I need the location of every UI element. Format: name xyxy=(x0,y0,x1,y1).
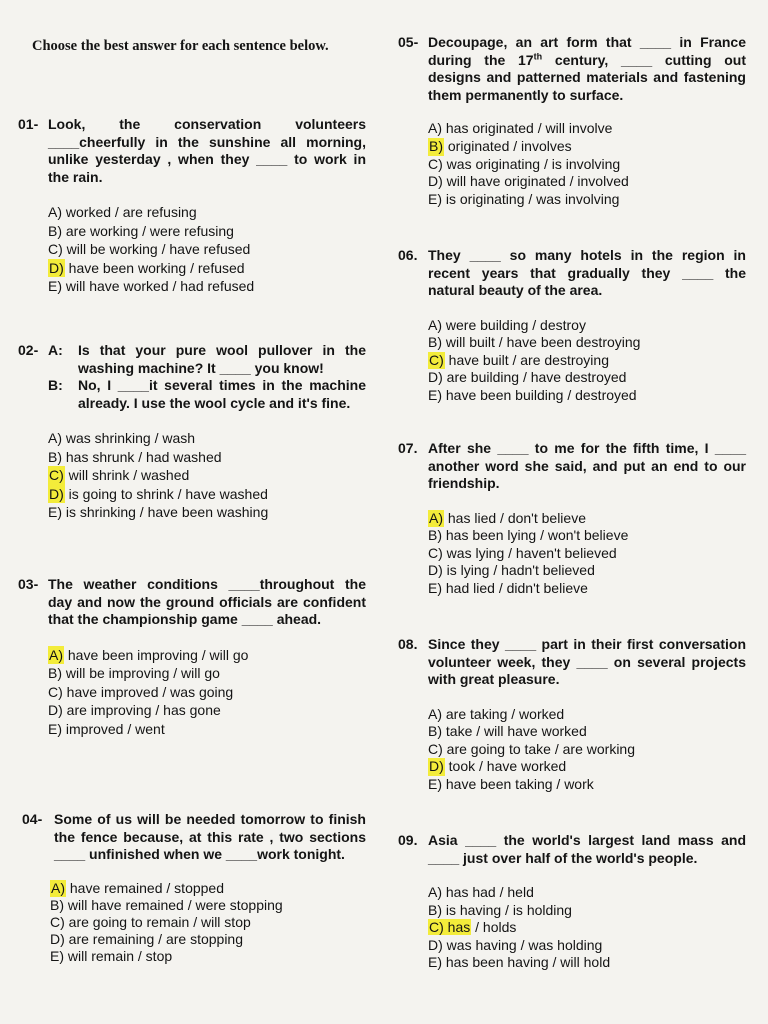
question-number: 09. xyxy=(398,832,418,848)
speaker-a-label: A: xyxy=(48,342,63,358)
option-b[interactable]: B) originated / involves xyxy=(429,137,572,154)
question-stem xyxy=(18,576,366,629)
option-a[interactable]: A) have remained / stopped xyxy=(51,879,224,896)
question-text: They ____ so many hotels in the region in recent years that gradually they ____ the natural beauty of the area. xyxy=(428,247,746,298)
option-c[interactable]: C) was lying / haven't believed xyxy=(428,544,617,561)
question-number: 06. xyxy=(398,247,418,263)
question-07 xyxy=(398,440,746,597)
option-a[interactable]: A) has lied / don't believe xyxy=(429,509,586,526)
question-number: 04- xyxy=(22,811,43,827)
option-b[interactable]: B) take / will have worked xyxy=(428,723,587,739)
option-d[interactable]: D) took / have worked xyxy=(429,758,567,774)
speaker-b-text: No, I ____it several times in the machine already. I use the wool cycle and it's fine. xyxy=(78,377,366,411)
option-c[interactable]: C) have improved / was going xyxy=(48,683,234,700)
option-e[interactable]: E) has been having / will hold xyxy=(428,954,611,970)
option-e[interactable]: E) will remain / stop xyxy=(50,947,173,964)
question-number: 08. xyxy=(398,636,418,652)
option-a[interactable]: A) were building / destroy xyxy=(428,316,586,333)
answer-highlight: C) xyxy=(49,467,64,483)
option-b[interactable]: B) has been lying / won't believe xyxy=(428,527,629,543)
options-list xyxy=(428,317,746,405)
options-list xyxy=(50,880,366,965)
instruction: Choose the best answer for each sentence below. xyxy=(32,38,329,54)
question-text: Look, the conservation volunteers ____cheerfully in the sunshine all morning, unlike yesterday , when they ____ to work in the rain. xyxy=(48,116,366,185)
options-list xyxy=(428,120,746,209)
question-text: Asia ____ the world's largest land mass and ____ just over half of the world's people. xyxy=(428,832,746,866)
question-04 xyxy=(22,811,366,965)
question-06 xyxy=(398,247,746,404)
option-e[interactable]: E) will have worked / had refused xyxy=(48,278,255,294)
question-text: The weather conditions ____throughout the day and now the ground officials are confident that the championship game ____ ahead. xyxy=(48,576,366,627)
option-a[interactable]: A) has originated / will involve xyxy=(428,120,613,136)
option-d[interactable]: D) was having / was holding xyxy=(428,936,603,953)
option-b[interactable]: B) has shrunk / had washed xyxy=(48,448,222,465)
option-a[interactable]: A) has had / held xyxy=(428,884,534,900)
option-c[interactable]: C) was originating / is involving xyxy=(428,155,621,172)
options-list xyxy=(428,510,746,598)
answer-highlight: D) xyxy=(49,259,64,276)
question-02 xyxy=(18,342,366,522)
option-d[interactable]: D) have been working / refused xyxy=(49,259,245,276)
option-a[interactable]: A) worked / are refusing xyxy=(48,204,197,220)
option-c[interactable]: C) will shrink / washed xyxy=(49,467,190,483)
question-stem xyxy=(18,116,366,186)
question-text: Since they ____ part in their first conversation volunteer week, they ____ on several projects with great pleasure. xyxy=(428,636,746,687)
speaker-a-text: Is that your pure wool pullover in the washing machine? It ____ you know! xyxy=(78,342,366,376)
option-e[interactable]: E) improved / went xyxy=(48,720,165,737)
answer-highlight: D) xyxy=(49,485,64,502)
option-b[interactable]: B) will built / have been destroying xyxy=(428,334,641,350)
question-number: 07. xyxy=(398,440,418,456)
option-a[interactable]: A) was shrinking / wash xyxy=(48,430,196,446)
question-text: After she ____ to me for the fifth time, I ____ another word she said, and put an end to our friendship. xyxy=(428,440,746,491)
question-text: Some of us will be needed tomorrow to finish the fence because, at this rate , two sections ____ unfinished when we ____work tonight. xyxy=(54,811,366,862)
question-01 xyxy=(18,116,366,296)
option-a[interactable]: A) have been improving / will go xyxy=(49,646,249,663)
answer-highlight: A) xyxy=(429,509,443,526)
question-number: 05- xyxy=(398,34,419,50)
options-list xyxy=(428,884,746,972)
answer-highlight: D) xyxy=(429,758,444,774)
options-list xyxy=(48,646,366,739)
question-number: 02- xyxy=(18,342,39,358)
answer-highlight: A) xyxy=(51,879,65,896)
options-list xyxy=(48,429,366,522)
question-stem xyxy=(398,247,746,300)
option-c[interactable]: C) will be working / have refused xyxy=(48,241,251,257)
question-stem xyxy=(398,636,746,689)
question-05 xyxy=(398,34,746,209)
question-stem xyxy=(398,34,746,104)
option-b[interactable]: B) are working / were refusing xyxy=(48,222,234,239)
question-03 xyxy=(18,576,366,738)
question-stem xyxy=(18,342,366,412)
answer-highlight: A) xyxy=(49,646,63,663)
option-b[interactable]: B) is having / is holding xyxy=(428,901,572,918)
question-stem xyxy=(22,811,366,864)
option-e[interactable]: E) have been building / destroyed xyxy=(428,386,637,403)
option-c[interactable]: C) are going to remain / will stop xyxy=(50,913,251,930)
option-d[interactable]: D) is going to shrink / have washed xyxy=(49,485,268,502)
option-e[interactable]: E) is shrinking / have been washing xyxy=(48,504,269,520)
option-c[interactable]: C) are going to take / are working xyxy=(428,740,636,757)
answer-highlight: B) xyxy=(429,137,443,154)
option-a[interactable]: A) are taking / worked xyxy=(428,705,565,722)
option-d[interactable]: D) are improving / has gone xyxy=(48,702,221,718)
question-text: Decoupage, an art form that ____ in France during the 17th century, ____ cutting out designs and patterned materials and fastening them permanently to surface. xyxy=(428,34,747,103)
option-d[interactable]: D) will have originated / involved xyxy=(428,173,629,190)
question-stem xyxy=(398,440,746,493)
options-list xyxy=(48,203,366,296)
option-e[interactable]: E) have been taking / work xyxy=(428,775,594,792)
option-d[interactable]: D) are remaining / are stopping xyxy=(50,930,243,947)
option-e[interactable]: E) had lied / didn't believe xyxy=(428,579,588,596)
question-08 xyxy=(398,636,746,793)
option-d[interactable]: D) are building / have destroyed xyxy=(428,369,627,385)
answer-highlight: C) has xyxy=(429,919,471,935)
option-b[interactable]: B) will be improving / will go xyxy=(48,665,220,681)
option-c[interactable]: C) have built / are destroying xyxy=(429,351,609,368)
question-number: 01- xyxy=(18,116,39,132)
answer-highlight: C) xyxy=(429,351,444,368)
question-number: 03- xyxy=(18,576,39,592)
option-e[interactable]: E) is originating / was involving xyxy=(428,191,620,208)
speaker-b-label: B: xyxy=(48,377,63,393)
option-b[interactable]: B) will have remained / were stopping xyxy=(50,896,283,913)
question-09 xyxy=(398,832,746,972)
question-stem xyxy=(398,832,746,867)
options-list xyxy=(428,706,746,794)
option-c[interactable]: C) has / holds xyxy=(429,919,517,935)
option-d[interactable]: D) is lying / hadn't believed xyxy=(428,562,595,578)
